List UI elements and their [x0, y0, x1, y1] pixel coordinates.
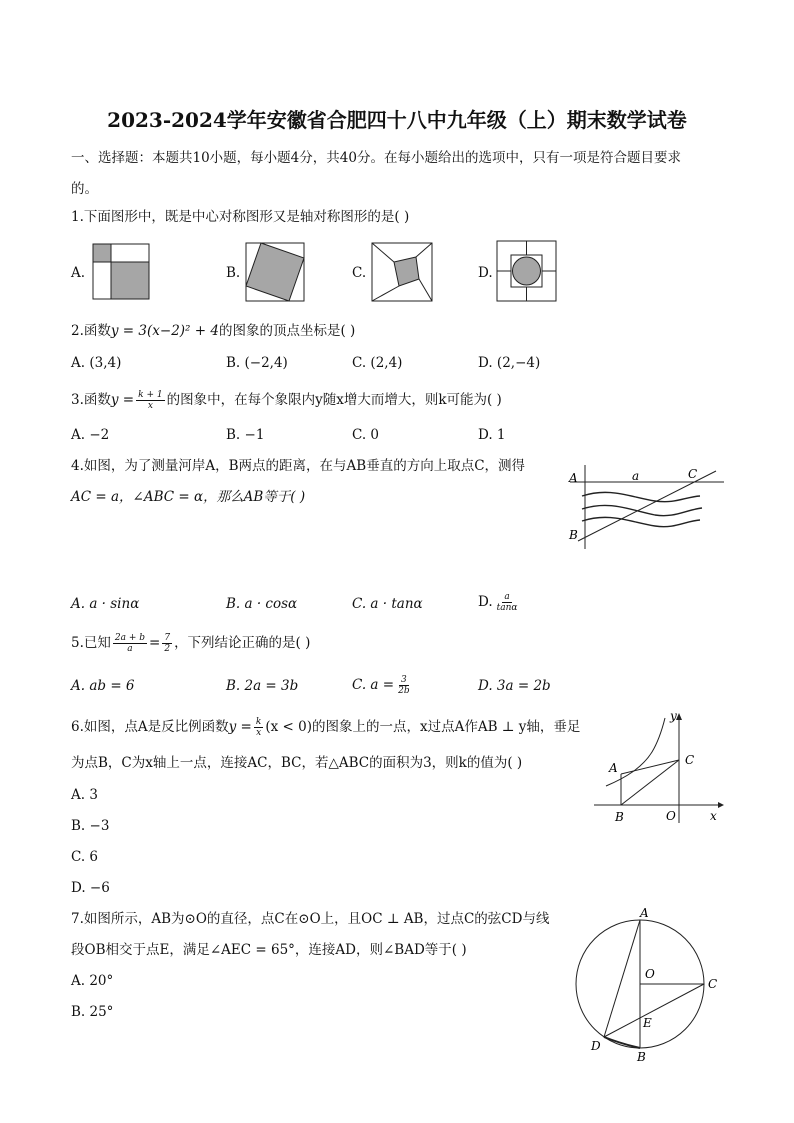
- q5-fraction-1-den: a: [127, 643, 133, 654]
- q5-fraction-1: [113, 633, 147, 654]
- q1-stem: 1.下面图形中，既是中心对称图形又是轴对称图形的是( ): [71, 209, 410, 225]
- q4-line1: 4.如图，为了测量河岸A，B两点的距离，在与AB垂直的方向上取点C，测得: [71, 458, 526, 474]
- q7-line2: 段OB相交于点E，满足∠AEC = 65°，连接AD，则∠BAD等于( ): [71, 942, 467, 958]
- q7-fig-label-a: A: [640, 906, 649, 920]
- q2-stem: [71, 322, 355, 340]
- q4-option-d-fraction: [495, 592, 520, 613]
- q2-option-d: D. (2,−4): [478, 355, 541, 371]
- q5-option-c-fraction: [396, 675, 412, 696]
- q5-option-d: D. 3a = 2b: [478, 678, 551, 694]
- q6-line1: [71, 716, 580, 738]
- q5-fraction-2: [162, 633, 172, 654]
- q5-option-c-label: C. a =: [352, 677, 395, 693]
- q2-option-a: A. (3,4): [71, 355, 122, 371]
- q2-stem-post: 的图象的顶点坐标是( ): [218, 323, 356, 339]
- q7-option-a: A. 20°: [71, 973, 114, 989]
- q1-figure-a: [92, 243, 150, 300]
- q4-figure: [560, 463, 728, 553]
- page-title: 2023-2024学年安徽省合肥四十八中九年级（上）期末数学试卷: [107, 108, 687, 132]
- q6-option-b: B. −3: [71, 818, 110, 834]
- q2-stem-pre: 2.函数: [71, 323, 111, 339]
- q6-line1-pre: 6.如图，点A是反比例函数: [71, 719, 229, 735]
- q5-stem-post: ，下列结论正确的是( ): [174, 635, 311, 651]
- q3-fraction-den: x: [147, 400, 153, 411]
- q5-option-a: A. ab = 6: [71, 678, 135, 694]
- q4-fig-label-a-length: a: [632, 469, 640, 483]
- q4-option-c: C. a · tanα: [352, 596, 423, 612]
- q3-option-a: A. −2: [71, 427, 110, 443]
- q6-fig-label-x: x: [710, 809, 717, 823]
- q2-stem-math: y = 3(x−2)² + 4: [110, 323, 219, 339]
- q6-line2: 为点B，C为x轴上一点，连接AC，BC，若△ABC的面积为3，则k的值为( ): [71, 755, 523, 771]
- q7-fig-label-o: O: [645, 967, 655, 981]
- q3-stem-post: 的图象中，在每个象限内y随x增大而增大，则k可能为( ): [166, 392, 502, 408]
- q7-option-b: B. 25°: [71, 1004, 114, 1020]
- q5-option-c: [352, 673, 414, 697]
- q1-option-a-label: A.: [71, 265, 86, 281]
- q7-fig-label-e: E: [643, 1016, 652, 1030]
- q6-fig-label-o: O: [666, 809, 676, 823]
- q1-figure-b: [245, 242, 305, 302]
- q5-option-c-den: 2b: [398, 685, 410, 696]
- q6-figure: [590, 708, 730, 828]
- q3-stem-math: y =: [110, 392, 135, 408]
- q6-option-c: C. 6: [71, 849, 99, 865]
- q4-option-d-den: tanα: [496, 602, 518, 613]
- q6-fraction: [254, 717, 263, 738]
- q5-fraction-1-num: 2a + b: [114, 632, 146, 643]
- q7-fig-label-d: D: [591, 1039, 601, 1053]
- q5-option-c-num: 3: [400, 674, 407, 685]
- q6-fig-label-b: B: [615, 810, 624, 824]
- q4-fig-label-b: B: [569, 528, 578, 542]
- q5-fraction-2-num: 7: [164, 632, 171, 643]
- q7-fig-label-b: B: [637, 1050, 646, 1064]
- q1-option-d-label: D.: [478, 265, 493, 281]
- q4-option-d-num: a: [504, 591, 510, 602]
- q1-figure-c: [371, 242, 433, 302]
- q5-option-b: B. 2a = 3b: [226, 678, 299, 694]
- q3-fraction: [136, 390, 164, 411]
- q3-option-b: B. −1: [226, 427, 265, 443]
- q3-option-c: C. 0: [352, 427, 380, 443]
- q2-option-c: C. (2,4): [352, 355, 403, 371]
- q5-fraction-2-den: 2: [164, 643, 171, 654]
- q5-stem: [71, 632, 310, 654]
- q1-option-b-label: B.: [226, 265, 241, 281]
- q6-fraction-num: k: [255, 716, 262, 727]
- q3-fraction-num: k + 1: [138, 389, 163, 400]
- q7-fig-label-c: C: [708, 977, 718, 991]
- q4-option-d-label: D.: [478, 594, 493, 610]
- q4-option-d: [478, 590, 522, 614]
- q4-line2: AC = a，∠ABC = α，那么AB等于( ): [71, 489, 306, 505]
- q4-fig-label-c: C: [688, 467, 698, 481]
- q5-stem-pre: 5.已知: [71, 635, 111, 651]
- q6-line1-math: y =: [228, 719, 252, 735]
- q4-option-a: A. a · sinα: [71, 596, 140, 612]
- section-heading-line1: 一、选择题：本题共10小题，每小题4分，共40分。在每小题给出的选项中，只有一项是符合题目要求: [71, 150, 681, 166]
- q4-fig-label-a-point: A: [569, 471, 578, 485]
- q3-stem-pre: 3.函数: [71, 392, 111, 408]
- q1-option-c-label: C.: [352, 265, 367, 281]
- q7-line1: 7.如图所示，AB为⊙O的直径，点C在⊙O上，且OC ⊥ AB，过点C的弦CD与线: [71, 911, 550, 927]
- q6-option-d: D. −6: [71, 880, 110, 896]
- q1-figure-d: [496, 240, 557, 302]
- q6-fig-label-a: A: [609, 761, 618, 775]
- q3-option-d: D. 1: [478, 427, 506, 443]
- q6-fig-label-y: y: [670, 709, 677, 723]
- section-heading-line2: 的。: [71, 181, 98, 197]
- q2-option-b: B. (−2,4): [226, 355, 288, 371]
- q7-figure: [572, 905, 722, 1067]
- q5-equals: =: [149, 635, 161, 651]
- q6-fig-label-c: C: [685, 753, 695, 767]
- q4-option-b: B. a · cosα: [226, 596, 298, 612]
- q6-option-a: A. 3: [71, 787, 98, 803]
- q6-fraction-den: x: [256, 727, 262, 738]
- q6-line1-mid: (x < 0)的图象上的一点，x过点A作AB ⊥ y轴，垂足: [265, 719, 581, 735]
- q3-stem: [71, 389, 502, 411]
